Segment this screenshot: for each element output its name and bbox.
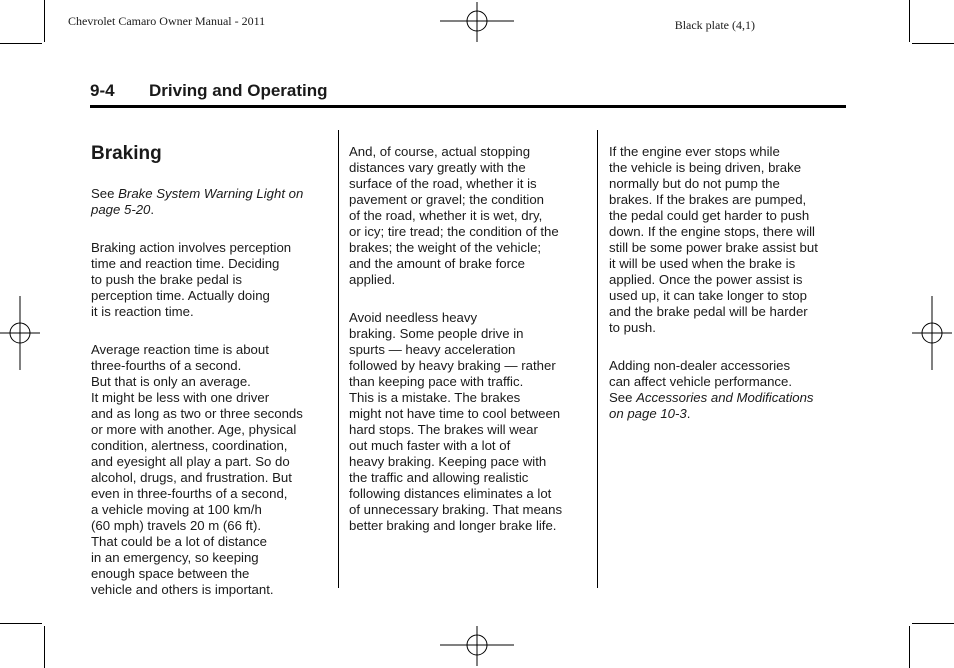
paragraph-stopping-distance: And, of course, actual stopping distances vary greatly with the surface of the road, whether it is pavement or gravel; the condition of the road, whether it is wet, dry, or icy; tire tread; the condition of the brakes; the weight of the vehicle; and the amount of brake force applied. [349,144,559,287]
cross-reference [91,186,331,218]
page-number: 9-4 [90,81,115,100]
paragraph-perception: Braking action involves perception time and reaction time. Deciding to push the brake pedal is perception time. Actually doing it is reaction time. [91,240,292,319]
column-divider-1 [338,130,339,588]
registration-mark-top [440,2,514,42]
column-1 [91,127,331,620]
crop-mark-top-right-horizontal [912,43,954,44]
paragraph-engine-stops: If the engine ever stops while the vehicle is being driven, brake normally but do not pump the brakes. If the brakes are pumped, the pedal could get harder to push down. If the engine stops, there will still be some power brake assist but it will be used when the brake is applied. Once the power assist is used up, it can take longer to stop and the brake pedal will be harder to push. [609,144,818,335]
crop-mark-top-right-vertical [909,0,910,42]
crop-mark-bottom-right-vertical [909,626,910,668]
paragraph-accessories [609,358,849,422]
crop-mark-top-left-horizontal [0,43,42,44]
see-prefix: See [91,186,119,201]
paragraph-needless-braking: Avoid needless heavy braking. Some people drive in spurts — heavy acceleration followed by heavy braking — rather than keeping pace with traffic. This is a mistake. The brakes might not have time to cool between hard stops. The brakes will wear out much faster with a lot of heavy braking. Keeping pace with the traffic and allowing realistic following distances eliminates a lot of unnecessary braking. That means better braking and longer brake life. [349,310,563,533]
paragraph-reaction-time: Average reaction time is about three-fourths of a second. But that is only an average. It might be less with one driver and as long as two or three seconds or more with another. Age, physical condition, alertness, coordination, and eyesight all play a part. So do alcohol, drugs, and frustration. But even in three-fourths of a second, a vehicle moving at 100 km/h (60 mph) travels 20 m (66 ft). That could be a lot of distance in an emergency, so keeping enough space between the vehicle and others is important. [91,342,303,597]
crop-mark-top-left-vertical [44,0,45,42]
accessories-modifications-link[interactable]: Accessories and Modifications on page 10-3 [609,390,814,421]
registration-mark-bottom [440,626,514,666]
registration-mark-right [912,296,952,370]
manual-title: Chevrolet Camaro Owner Manual - 2011 [68,14,266,28]
see-suffix: . [150,202,155,217]
section-title: Driving and Operating [149,81,328,100]
accessories-text: Adding non-dealer accessories can affect vehicle performance. See [609,358,793,405]
crop-mark-bottom-left-horizontal [0,623,42,624]
column-3 [609,128,849,444]
column-divider-2 [597,130,598,588]
brake-warning-light-link[interactable]: Brake System Warning Light on page 5-20 [91,186,304,217]
plate-label: Black plate (4,1) [674,18,755,32]
section-header [90,81,846,108]
registration-mark-left [0,296,40,370]
page-heading: Braking [91,143,162,164]
crop-mark-bottom-left-vertical [44,626,45,668]
accessories-suffix: . [686,406,691,421]
column-2 [349,128,589,556]
crop-mark-bottom-right-horizontal [912,623,954,624]
